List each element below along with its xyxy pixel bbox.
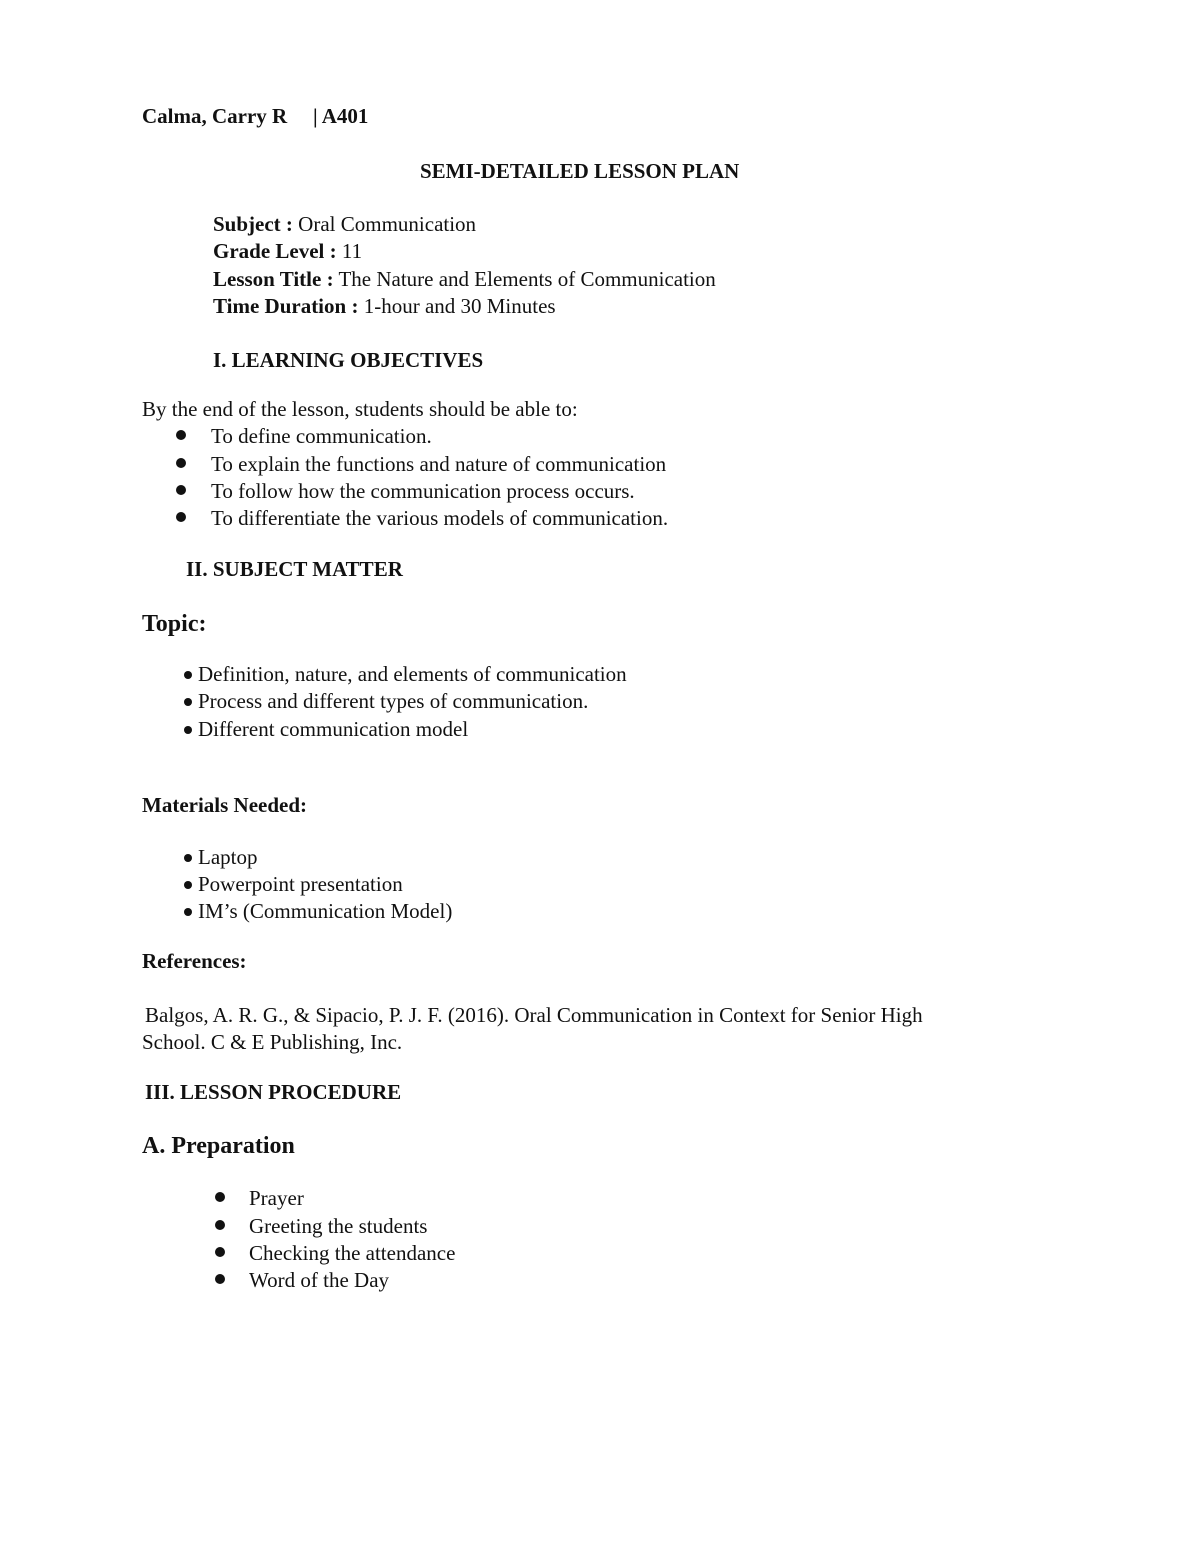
bullet-icon	[184, 698, 192, 706]
section-code: | A401	[313, 104, 369, 128]
preparation-step: Greeting the students	[249, 1214, 428, 1238]
page-title: SEMI-DETAILED LESSON PLAN	[420, 159, 740, 183]
bullet-icon	[184, 671, 192, 679]
info-grade-level	[213, 238, 362, 264]
topic-label: Topic:	[142, 611, 207, 637]
info-time-duration	[213, 293, 556, 319]
materials-label: Materials Needed:	[142, 793, 308, 817]
info-label: Time Duration :	[213, 294, 359, 318]
topic-item: Different communication model	[198, 717, 469, 741]
bullet-icon	[176, 512, 186, 522]
objective-item: To define communication.	[211, 424, 432, 448]
topic-item: Process and different types of communication.	[198, 689, 589, 713]
info-value: The Nature and Elements of Communication	[338, 267, 716, 291]
objectives-heading: I. LEARNING OBJECTIVES	[213, 348, 484, 372]
bullet-icon	[176, 458, 186, 468]
reference-line: School. C & E Publishing, Inc.	[142, 1030, 403, 1054]
topic-item: Definition, nature, and elements of communication	[198, 662, 627, 686]
info-value: 1-hour and 30 Minutes	[363, 294, 556, 318]
bullet-icon	[184, 854, 192, 862]
preparation-step: Prayer	[249, 1186, 304, 1210]
author-name: Calma, Carry R	[142, 104, 288, 128]
bullet-icon	[176, 430, 186, 440]
objective-item: To follow how the communication process occurs.	[211, 479, 635, 503]
material-item: IM’s (Communication Model)	[198, 899, 453, 923]
preparation-step: Checking the attendance	[249, 1241, 456, 1265]
bullet-icon	[184, 881, 192, 889]
info-value: 11	[341, 239, 363, 263]
info-lesson-title	[213, 266, 716, 292]
preparation-label: A. Preparation	[142, 1133, 295, 1159]
material-item: Laptop	[198, 845, 258, 869]
info-label: Subject :	[213, 212, 293, 236]
bullet-icon	[184, 726, 192, 734]
info-label: Grade Level :	[213, 239, 337, 263]
objective-item: To explain the functions and nature of communication	[211, 452, 667, 476]
preparation-step: Word of the Day	[249, 1268, 390, 1292]
bullet-icon	[184, 908, 192, 916]
objectives-intro: By the end of the lesson, students should be able to:	[142, 397, 578, 421]
procedure-heading: III. LESSON PROCEDURE	[145, 1080, 402, 1104]
reference-line: Balgos, A. R. G., & Sipacio, P. J. F. (2016). Oral Communication in Context for Senior High	[145, 1003, 923, 1027]
bullet-icon	[215, 1274, 225, 1284]
objective-item: To differentiate the various models of communication.	[211, 506, 669, 530]
bullet-icon	[176, 485, 186, 495]
info-label: Lesson Title :	[213, 267, 334, 291]
bullet-icon	[215, 1192, 225, 1202]
subject-matter-heading: II. SUBJECT MATTER	[186, 557, 403, 581]
material-item: Powerpoint presentation	[198, 872, 403, 896]
bullet-icon	[215, 1220, 225, 1230]
references-label: References:	[142, 949, 247, 973]
info-subject	[213, 211, 476, 237]
bullet-icon	[215, 1247, 225, 1257]
info-value: Oral Communication	[298, 212, 477, 236]
